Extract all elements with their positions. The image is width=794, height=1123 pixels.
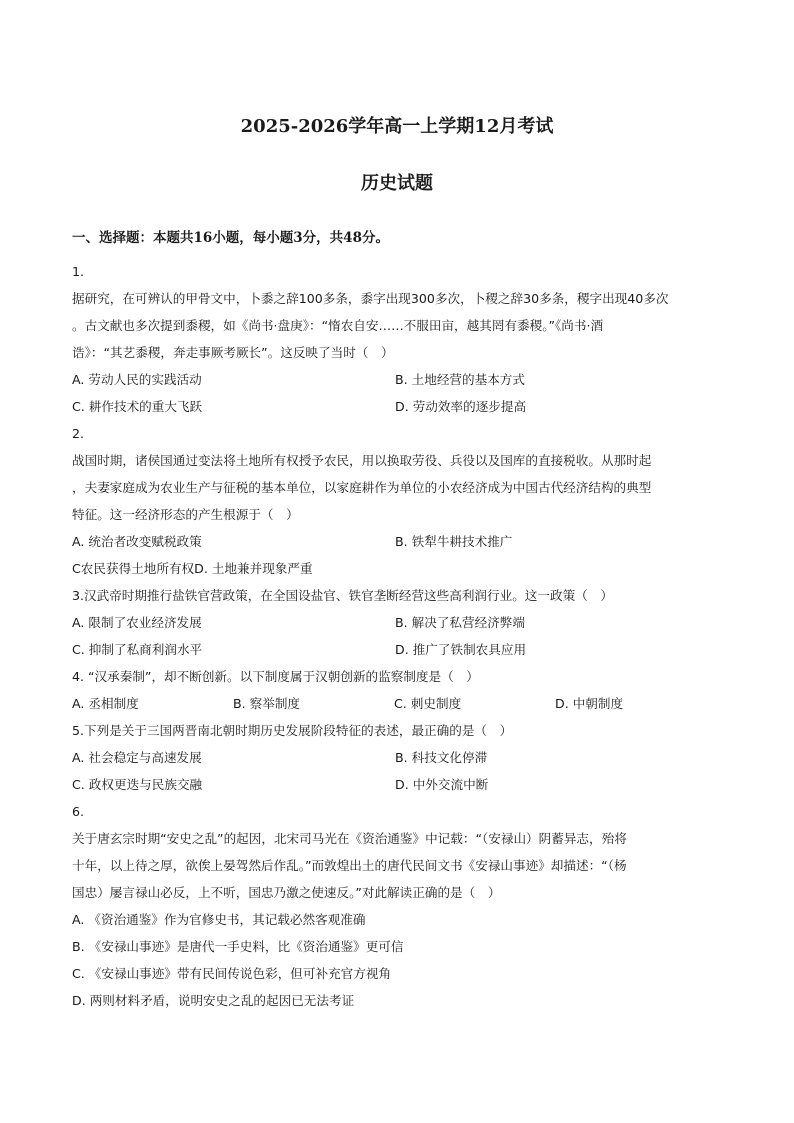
question-6-option-a: A. 《资治通鉴》作为官修史书，其记载必然客观准确 bbox=[72, 912, 366, 927]
question-6-stem-line: 十年，以上待之厚，欲俟上晏驾然后作乱。”而敦煌出土的唐代民间文书《安禄山事迹》却描述：“（杨 bbox=[72, 858, 627, 873]
question-6-stem-line: 国忠）屡言禄山必反，上不听，国忠乃激之使速反。”对此解读正确的是（ ） bbox=[72, 885, 501, 900]
question-1-options-row bbox=[72, 366, 722, 393]
question-1-option-c: C. 耕作技术的重大飞跃 bbox=[72, 399, 203, 414]
question-1-stem-line: 诰》：“其艺黍稷，奔走事厥考厥长”。这反映了当时（ ） bbox=[72, 345, 394, 360]
question-3-option-b: B. 解决了私营经济弊端 bbox=[395, 615, 525, 630]
question-1-option-b: B. 土地经营的基本方式 bbox=[395, 372, 525, 387]
question-3-option-c: C. 抑制了私商利润水平 bbox=[72, 642, 203, 657]
question-3-stem: 3.汉武帝时期推行盐铁官营政策，在全国设盐官、铁官垄断经营这些高利润行业。这一政策（ ） bbox=[72, 588, 613, 603]
question-1-option-a: A. 劳动人民的实践活动 bbox=[72, 372, 202, 387]
question-5-options-row bbox=[72, 771, 722, 798]
question-1-option-d: D. 劳动效率的逐步提高 bbox=[395, 399, 527, 414]
question-6-option-b: B. 《安禄山事迹》是唐代一手史料，比《资治通鉴》更可信 bbox=[72, 939, 404, 954]
question-3-options-row bbox=[72, 609, 722, 636]
question-3-option-a: A. 限制了农业经济发展 bbox=[72, 615, 202, 630]
question-3-option-d: D. 推广了铁制农具应用 bbox=[395, 642, 527, 657]
question-5-option-a: A. 社会稳定与高速发展 bbox=[72, 750, 202, 765]
question-1-stem-line: 。古文献也多次提到黍稷，如《尚书·盘庚》：“惰农自安……不服田亩，越其罔有黍稷。”《尚书·酒 bbox=[72, 318, 604, 333]
question-2-stem-line: ，夫妻家庭成为农业生产与征税的基本单位，以家庭耕作为单位的小农经济成为中国古代经济结构的典型 bbox=[72, 480, 652, 495]
question-5-option-c: C. 政权更迭与民族交融 bbox=[72, 777, 203, 792]
question-1-options-row bbox=[72, 393, 722, 420]
question-4-option-d: D. 中朝制度 bbox=[555, 696, 624, 711]
questions-body bbox=[72, 258, 722, 1014]
question-5-option-b: B. 科技文化停滞 bbox=[395, 750, 488, 765]
question-4-option-a: A. 丞相制度 bbox=[72, 696, 139, 711]
question-4-stem: 4. “汉承秦制”，却不断创新。以下制度属于汉朝创新的监察制度是（ ） bbox=[72, 669, 479, 684]
question-6-stem-line: 关于唐玄宗时期“安史之乱”的起因，北宋司马光在《资治通鉴》中记载：“（安禄山）阴蓄异志，殆将 bbox=[72, 831, 627, 846]
question-5-stem: 5.下列是关于三国两晋南北朝时期历史发展阶段特征的表述，最正确的是（ ） bbox=[72, 723, 513, 738]
question-1-stem-line: 据研究，在可辨认的甲骨文中，卜黍之辞100多条，黍字出现300多次，卜稷之辞30多条，稷字出现40多次 bbox=[72, 291, 669, 306]
question-2-option-a: A. 统治者改变赋税政策 bbox=[72, 534, 202, 549]
question-2-stem-line: 战国时期，诸侯国通过变法将土地所有权授予农民，用以换取劳役、兵役以及国库的直接税收。从那时起 bbox=[72, 453, 652, 468]
question-5-option-d: D. 中外交流中断 bbox=[395, 777, 489, 792]
question-6-number: 6. bbox=[72, 804, 85, 819]
question-1-number: 1. bbox=[72, 264, 85, 279]
question-3-options-row bbox=[72, 636, 722, 663]
question-2-stem-line: 特征。这一经济形态的产生根源于（ ） bbox=[72, 507, 299, 522]
question-6-option-d: D. 两则材料矛盾，说明安史之乱的起因已无法考证 bbox=[72, 993, 355, 1008]
question-2-option-b: B. 铁犁牛耕技术推广 bbox=[395, 534, 513, 549]
exam-subject-title: 历史试题 bbox=[361, 173, 433, 194]
exam-title: 2025-2026学年高一上学期12月考试 bbox=[240, 116, 554, 137]
question-4-option-c: C. 刺史制度 bbox=[394, 696, 462, 711]
section-heading: 一、选择题：本题共16小题，每小题3分，共48分。 bbox=[72, 230, 389, 246]
question-2-options-cd: C农民获得土地所有权D. 土地兼并现象严重 bbox=[72, 561, 313, 576]
question-5-options-row bbox=[72, 744, 722, 771]
question-4-option-b: B. 察举制度 bbox=[233, 696, 301, 711]
question-4-options-row bbox=[72, 690, 722, 717]
question-2-number: 2. bbox=[72, 426, 85, 441]
question-6-option-c: C. 《安禄山事迹》带有民间传说色彩，但可补充官方视角 bbox=[72, 966, 392, 981]
question-2-options-row bbox=[72, 528, 722, 555]
